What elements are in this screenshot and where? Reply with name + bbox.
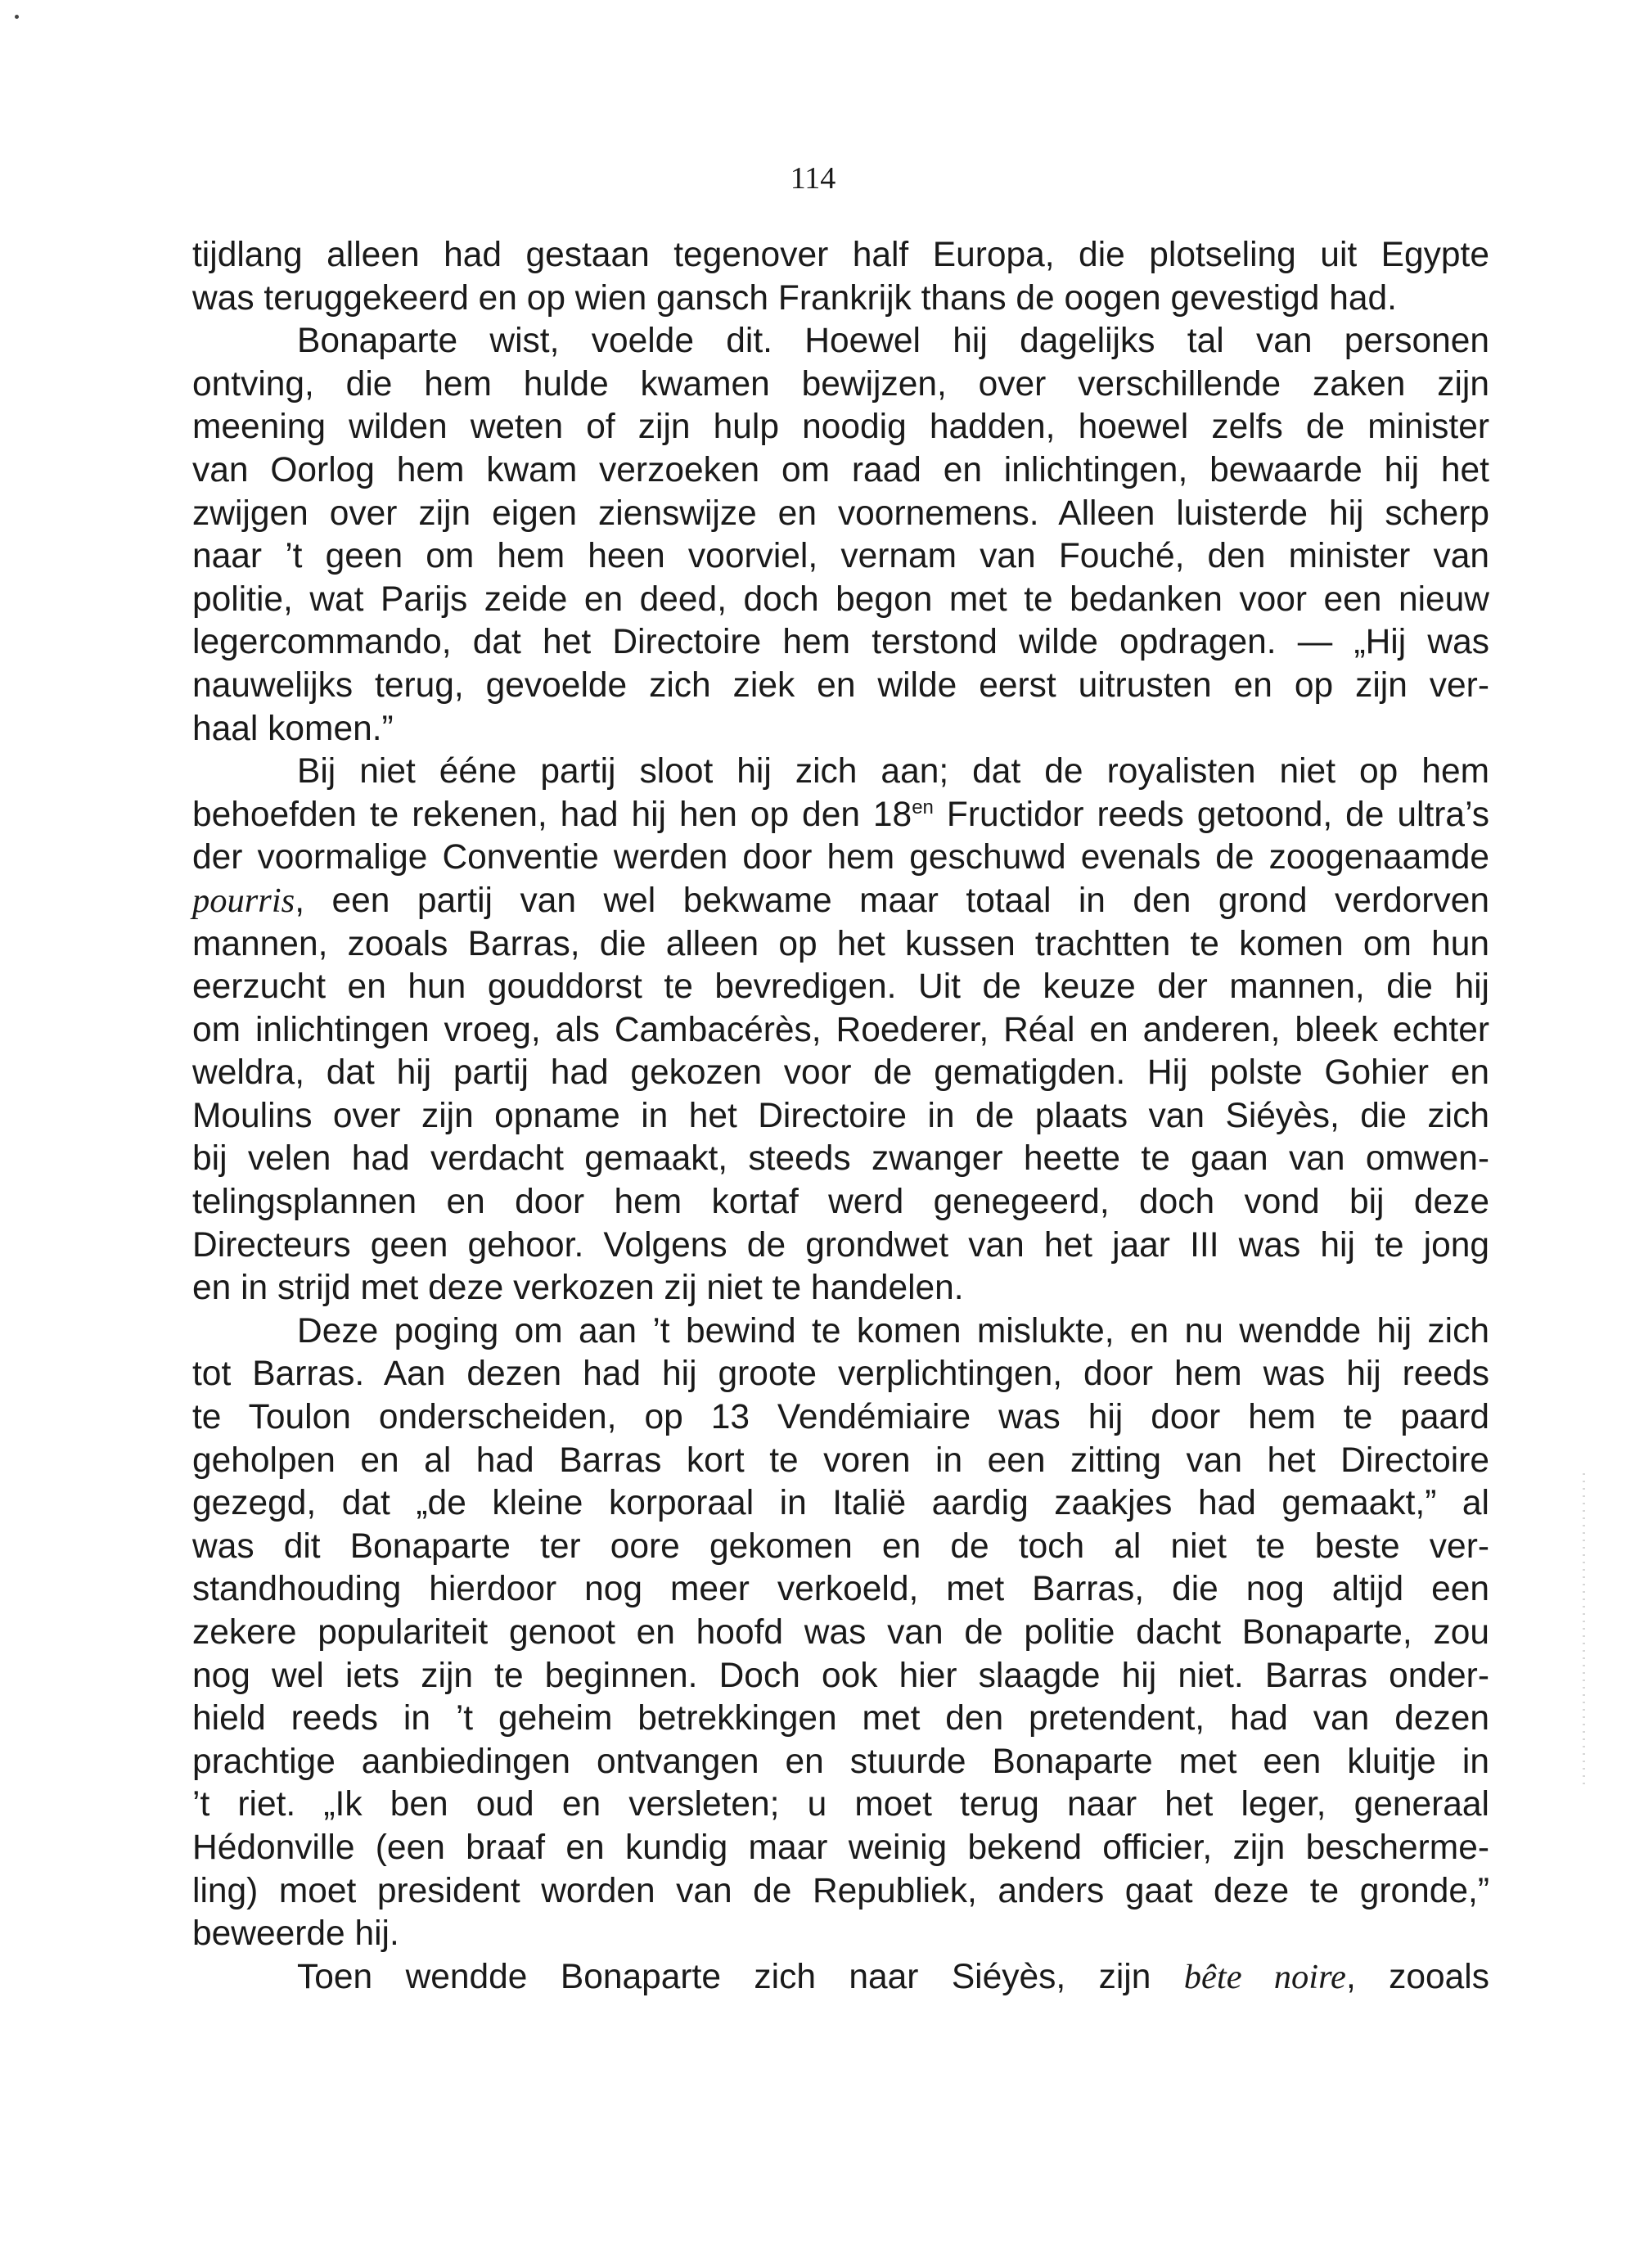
text-line (192, 406, 1489, 449)
text-segment: Bij niet ééne partij sloot hij zich aan; dat de royalisten niet op hem (297, 752, 1489, 791)
text-segment: weldra, dat hij partij had gekozen voor de gematigden. Hij polste Gohier en (192, 1053, 1489, 1093)
text-segment: ontving, die hem hulde kwamen bewijzen, over verschillende zaken zijn (192, 364, 1489, 404)
text-line (192, 1870, 1489, 1914)
text-line (192, 966, 1489, 1009)
text-line (192, 708, 1489, 751)
text-segment: Toen wendde Bonaparte zich naar Siéyès, zijn (297, 1957, 1184, 1996)
text-segment: tot Barras. Aan dezen had hij groote verplichtingen, door hem was hij reeds (192, 1355, 1489, 1394)
text-line (192, 923, 1489, 967)
text-segment: behoefden te rekenen, had hij hen op den 18 (192, 795, 912, 834)
text-segment: Bonaparte wist, voelde dit. Hoewel hij dagelijks tal van personen (297, 322, 1489, 361)
text-line (192, 320, 1489, 363)
text-segment: zekere populariteit genoot en hoofd was van de politie dacht Bonaparte, zou (192, 1613, 1489, 1652)
italic-text: bête noire (1183, 1957, 1346, 1996)
text-segment: beweerde hij. (192, 1914, 399, 1954)
text-segment: naar ’t geen om hem heen voorviel, vernam van Fouché, den minister van (192, 537, 1489, 576)
text-line (192, 1741, 1489, 1784)
text-line (192, 665, 1489, 708)
text-segment: om inlichtingen vroeg, als Cambacérès, Roederer, Réal en anderen, bleek echter (192, 1010, 1489, 1049)
text-line (192, 1956, 1489, 2000)
text-line (192, 1440, 1489, 1483)
text-line (192, 1310, 1489, 1354)
text-line (192, 579, 1489, 622)
text-line (192, 1783, 1489, 1827)
text-line (192, 277, 1489, 321)
text-line (192, 1353, 1489, 1396)
text-segment: Deze poging om aan ’t bewind te komen mislukte, en nu wendde hij zich (297, 1311, 1489, 1350)
text-segment: was dit Bonaparte ter oore gekomen en de toch al niet te beste ver- (192, 1526, 1489, 1566)
text-segment: der voormalige Conventie werden door hem geschuwd evenals de zoogenaamde (192, 838, 1489, 877)
text-segment: was teruggekeerd en op wien gansch Frankrijk thans de oogen gevestigd had. (192, 278, 1397, 318)
text-segment: Hédonville (een braaf en kundig maar weinig bekend officier, zijn bescherme- (192, 1828, 1489, 1867)
text-segment: gezegd, dat „de kleine korporaal in Italië aardig zaakjes had gemaakt,” al (192, 1484, 1489, 1523)
text-line (192, 1482, 1489, 1526)
text-segment: politie, wat Parijs zeide en deed, doch begon met te bedanken voor een nieuw (192, 579, 1489, 619)
scan-edge-noise (1583, 1473, 1585, 1784)
text-line (192, 880, 1489, 923)
text-segment: legercommando, dat het Directoire hem terstond wilde opdragen. — „Hij was (192, 623, 1489, 662)
text-segment: standhouding hierdoor nog meer verkoeld, met Barras, die nog altijd een (192, 1570, 1489, 1609)
text-segment: geholpen en al had Barras kort te voren in een zitting van het Directoire (192, 1441, 1489, 1480)
text-line (192, 1095, 1489, 1139)
text-segment: van Oorlog hem kwam verzoeken om raad en inlichtingen, bewaarde hij het (192, 450, 1489, 489)
text-line (192, 1913, 1489, 1956)
text-line (192, 1224, 1489, 1268)
text-line (192, 1698, 1489, 1741)
text-line (192, 363, 1489, 407)
text-line (192, 1655, 1489, 1698)
text-segment: tijdlang alleen had gestaan tegenover half Europa, die plotseling uit Egypte (192, 236, 1489, 274)
text-line (192, 535, 1489, 579)
text-line (192, 1568, 1489, 1612)
text-segment: mannen, zooals Barras, die alleen op het kussen trachtten te komen om hun (192, 924, 1489, 963)
body-text (192, 234, 1489, 1999)
text-line (192, 836, 1489, 880)
text-line (192, 1612, 1489, 1655)
text-line (192, 751, 1489, 794)
text-segment: bij velen had verdacht gemaakt, steeds zwanger heette te gaan van omwen- (192, 1139, 1489, 1179)
text-segment: haal komen.” (192, 709, 394, 748)
text-segment: te Toulon onderscheiden, op 13 Vendémiaire was hij door hem te paard (192, 1398, 1489, 1437)
text-segment: , zooals (1345, 1957, 1490, 1996)
text-segment: Directeurs geen gehoor. Volgens de grondwet van het jaar III was hij te jong (192, 1225, 1489, 1265)
page-number: 114 (790, 161, 836, 196)
text-line (192, 493, 1489, 536)
text-segment: prachtige aanbiedingen ontvangen en stuurde Bonaparte met een kluitje in (192, 1742, 1489, 1781)
text-segment: ’t riet. „Ik ben oud en versleten; u moet terug naar het leger, generaal (192, 1785, 1489, 1824)
text-line (192, 1052, 1489, 1095)
text-segment: en in strijd met deze verkozen zij niet te handelen. (192, 1269, 964, 1308)
text-line (192, 1181, 1489, 1224)
text-line (192, 1138, 1489, 1181)
text-line (192, 234, 1489, 277)
italic-text: pourris (192, 881, 295, 920)
text-segment: hield reeds in ’t geheim betrekkingen met den pretendent, had van dezen (192, 1699, 1489, 1738)
text-segment: nog wel iets zijn te beginnen. Doch ook hier slaagde hij niet. Barras onder- (192, 1656, 1489, 1695)
text-line (192, 621, 1489, 665)
text-line (192, 1827, 1489, 1870)
text-line (192, 1526, 1489, 1569)
ink-speck (15, 15, 19, 19)
text-segment: meening wilden weten of zijn hulp noodig hadden, hoewel zelfs de minister (192, 408, 1489, 447)
text-line (192, 1009, 1489, 1053)
text-segment: nauwelijks terug, gevoelde zich ziek en wilde eerst uitrusten en op zijn ver- (192, 665, 1489, 705)
text-segment: zwijgen over zijn eigen zienswijze en voornemens. Alleen luisterde hij scherp (192, 494, 1489, 533)
text-segment: ling) moet president worden van de Republiek, anders gaat deze te gronde,” (192, 1871, 1489, 1910)
text-segment: Fructidor reeds getoond, de ultra’s (933, 795, 1489, 834)
text-segment: Moulins over zijn opname in het Directoire in de plaats van Siéyès, die zich (192, 1096, 1489, 1135)
text-segment: telingsplannen en door hem kortaf werd genegeerd, doch vond bij deze (192, 1183, 1489, 1222)
text-line (192, 794, 1489, 837)
text-line (192, 1396, 1489, 1440)
text-line (192, 449, 1489, 493)
text-segment: eerzucht en hun gouddorst te bevredigen. Uit de keuze der mannen, die hij (192, 967, 1489, 1007)
text-line (192, 1267, 1489, 1310)
text-segment: , een partij van wel bekwame maar totaal in den grond verdorven (295, 881, 1489, 920)
superscript: en (912, 796, 934, 818)
